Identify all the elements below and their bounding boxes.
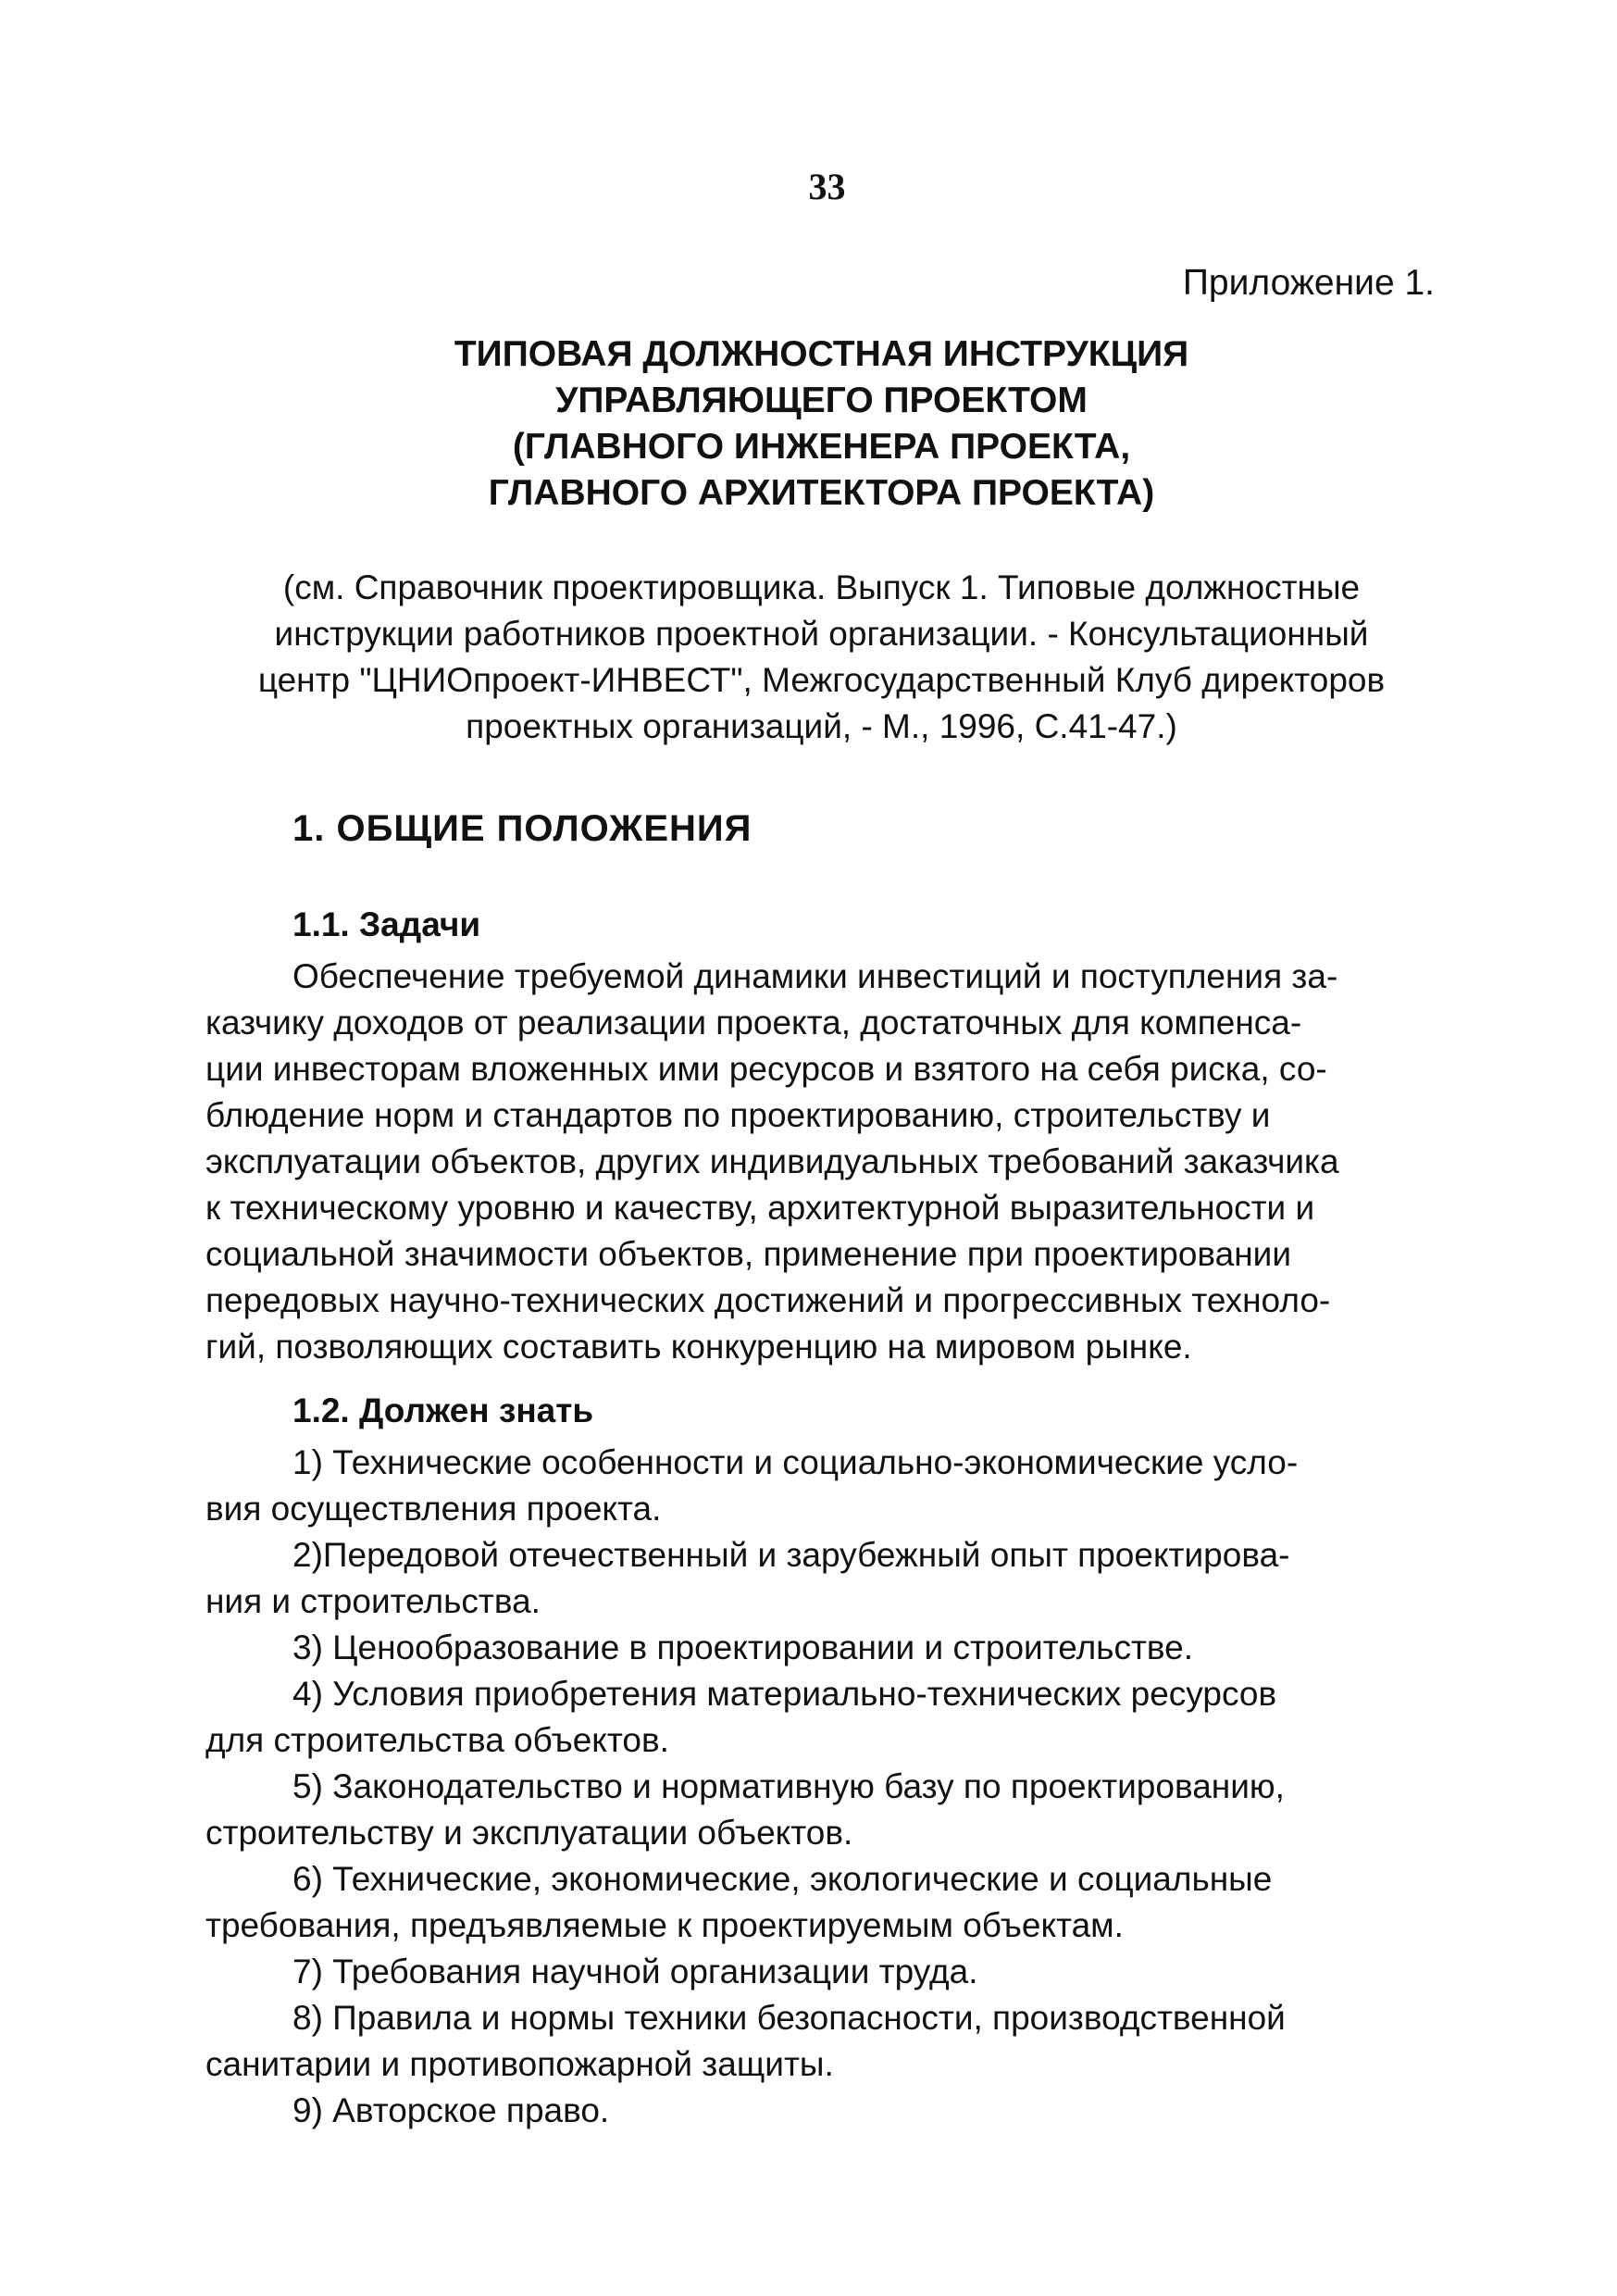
paragraph-line: передовых научно-технических достижений и прогрессивных техноло- — [205, 1281, 1331, 1319]
list-item: 2)Передовой отечественный и зарубежный опыт проектирова- — [292, 1536, 1290, 1574]
tasks-paragraph — [205, 954, 1427, 1370]
knowledge-list — [205, 1440, 1427, 2134]
list-item: 4) Условия приобретения материально-технических ресурсов — [292, 1675, 1277, 1713]
paragraph-line: казчику доходов от реализации проекта, достаточных для компенса- — [205, 1004, 1302, 1042]
reference-line: (см. Справочник проектировщика. Выпуск 1. Типовые должностные — [282, 568, 1361, 606]
reference-line: проектных организаций, - М., 1996, С.41-47.) — [466, 707, 1177, 745]
paragraph-line: к техническому уровню и качеству, архитектурной выразительности и — [205, 1189, 1315, 1227]
list-item: 8) Правила и нормы техники безопасности, производственной — [292, 1999, 1286, 2037]
reference-line: инструкции работников проектной организации. - Консультационный — [274, 615, 1369, 653]
section-heading: 1. ОБЩИЕ ПОЛОЖЕНИЯ — [292, 808, 753, 849]
paragraph-line: гий, позволяющих составить конкуренцию на мировом рынке. — [205, 1328, 1192, 1366]
paragraph-line: Обеспечение требуемой динамики инвестиций и поступления за- — [292, 957, 1338, 995]
list-item: 5) Законодательство и нормативную базу по проектированию, — [292, 1767, 1285, 1805]
document-title — [13, 331, 1617, 517]
reference-line: центр "ЦНИОпроект-ИНВЕСТ", Межгосударственный Клуб директоров — [257, 661, 1386, 699]
list-item: 1) Технические особенности и социально-экономические усло- — [292, 1443, 1299, 1481]
list-item: 3) Ценообразование в проектировании и строительстве. — [292, 1628, 1194, 1666]
paragraph-line: социальной значимости объектов, применение при проектировании — [205, 1235, 1291, 1273]
list-item-continuation: ния и строительства. — [205, 1582, 541, 1620]
title-line: УПРАВЛЯЮЩЕГО ПРОЕКТОМ — [555, 381, 1088, 420]
list-item-continuation: строительству и эксплуатации объектов. — [205, 1814, 853, 1852]
list-item: 6) Технические, экономические, экологические и социальные — [292, 1860, 1273, 1898]
paragraph-line: ции инвесторам вложенных ими ресурсов и взятого на себя риска, со- — [205, 1050, 1327, 1088]
appendix-label: Приложение 1. — [1182, 263, 1435, 303]
subsection-heading-knowledge: 1.2. Должен знать — [292, 1391, 594, 1429]
list-item-continuation: вия осуществления проекта. — [205, 1490, 662, 1528]
subsection-heading-tasks: 1.1. Задачи — [292, 905, 481, 943]
source-reference — [13, 565, 1617, 750]
list-item-continuation: для строительства объектов. — [205, 1721, 669, 1759]
list-item: 7) Требования научной организации труда. — [292, 1953, 978, 1990]
paragraph-line: эксплуатации объектов, других индивидуальных требований заказчика — [205, 1142, 1339, 1180]
title-line: (ГЛАВНОГО ИНЖЕНЕРА ПРОЕКТА, — [512, 427, 1131, 467]
title-line: ТИПОВАЯ ДОЛЖНОСТНАЯ ИНСТРУКЦИЯ — [454, 334, 1189, 374]
list-item: 9) Авторское право. — [292, 2091, 610, 2129]
list-item-continuation: санитарии и противопожарной защиты. — [205, 2045, 834, 2083]
page-number: 33 — [808, 166, 846, 207]
paragraph-line: блюдение норм и стандартов по проектированию, строительству и — [205, 1096, 1271, 1134]
title-line: ГЛАВНОГО АРХИТЕКТОРА ПРОЕКТА) — [488, 473, 1155, 513]
list-item-continuation: требования, предъявляемые к проектируемым объектам. — [205, 1906, 1124, 1944]
